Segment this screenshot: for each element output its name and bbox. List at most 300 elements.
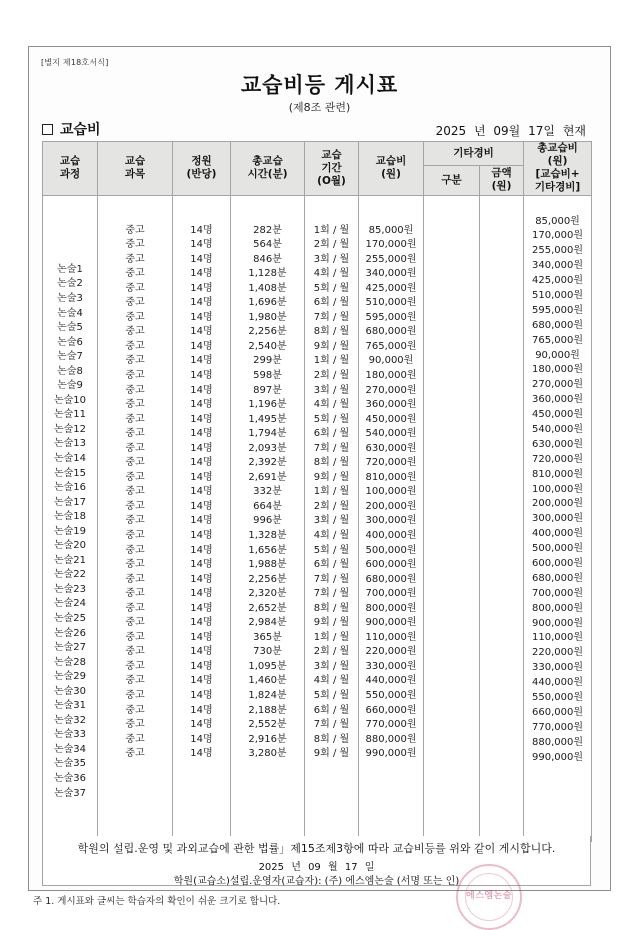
table-cell: 8회 / 월 bbox=[313, 457, 350, 469]
table-cell: 9회 / 월 bbox=[313, 471, 350, 483]
form-code-label: [별지 제18호서식] bbox=[41, 58, 109, 67]
table-cell bbox=[480, 718, 523, 733]
table-cell: 700,000원 bbox=[532, 587, 584, 599]
table-cell: 1회 / 월 bbox=[313, 486, 350, 498]
table-cell: 2,093분 bbox=[248, 442, 287, 454]
table-cell: 540,000원 bbox=[532, 423, 584, 435]
table-cell: 5회 / 월 bbox=[313, 282, 350, 294]
header-total-time: 총교습 시간(분) bbox=[231, 142, 305, 196]
table-cell: 14명 bbox=[190, 326, 213, 338]
table-cell: 14명 bbox=[190, 297, 213, 309]
table-cell bbox=[480, 442, 523, 457]
table-cell: 300,000원 bbox=[365, 515, 417, 527]
table-cell bbox=[424, 587, 479, 602]
table-cell: 425,000원 bbox=[365, 282, 417, 294]
table-cell: 중고 bbox=[125, 399, 145, 411]
table-cell: 중고 bbox=[125, 311, 145, 323]
table-cell: 1,988분 bbox=[248, 559, 287, 571]
table-cell: 2회 / 월 bbox=[313, 646, 350, 658]
table-cell: 1회 / 월 bbox=[313, 631, 350, 643]
table-cell: 664분 bbox=[253, 500, 282, 512]
table-cell: 중고 bbox=[125, 515, 145, 527]
table-cell: 170,000원 bbox=[365, 239, 417, 251]
table-cell: 14명 bbox=[190, 239, 213, 251]
table-cell: 4회 / 월 bbox=[313, 399, 350, 411]
table-cell: 14명 bbox=[190, 355, 213, 367]
table-cell: 3회 / 월 bbox=[313, 253, 350, 265]
table-cell: 2,984분 bbox=[248, 617, 287, 629]
table-cell: 85,000원 bbox=[535, 215, 580, 227]
table-cell: 7회 / 월 bbox=[313, 311, 350, 323]
table-cell: 중고 bbox=[125, 690, 145, 701]
table-cell: 논술15 bbox=[53, 467, 87, 479]
table-cell bbox=[424, 602, 479, 617]
table-cell: 180,000원 bbox=[532, 364, 584, 376]
column-other-amount-values bbox=[480, 196, 523, 762]
table-cell: 90,000원 bbox=[368, 355, 414, 367]
cell-total-time-column bbox=[231, 195, 305, 841]
section-label-text: 교습비 bbox=[60, 122, 101, 138]
signature-date bbox=[43, 858, 590, 873]
table-cell: 700,000원 bbox=[365, 588, 417, 600]
table-cell: 14명 bbox=[190, 311, 213, 323]
table-cell: 595,000원 bbox=[532, 304, 584, 316]
table-cell bbox=[480, 267, 523, 282]
table-cell: 8회 / 월 bbox=[313, 733, 350, 745]
table-cell bbox=[480, 733, 523, 748]
table-cell bbox=[424, 514, 479, 529]
table-cell bbox=[424, 733, 479, 748]
table-cell bbox=[424, 311, 479, 326]
column-course-values bbox=[43, 235, 97, 801]
table-cell: 8회 / 월 bbox=[313, 602, 350, 614]
table-cell: 900,000원 bbox=[365, 617, 417, 629]
table-cell: 14명 bbox=[190, 675, 213, 687]
table-cell bbox=[424, 747, 479, 762]
table-cell: 3,280분 bbox=[248, 748, 287, 760]
table-cell bbox=[424, 573, 479, 588]
table-cell: 1,408분 bbox=[248, 282, 287, 294]
table-cell: 680,000원 bbox=[532, 572, 584, 584]
footnote: 주 1. 게시표와 글씨는 학습자의 확인이 쉬운 크기로 합니다. bbox=[33, 896, 281, 907]
table-cell: 논술30 bbox=[53, 685, 87, 697]
table-cell: 600,000원 bbox=[532, 557, 584, 569]
table-cell: 770,000원 bbox=[365, 719, 417, 731]
table-cell: 2,552분 bbox=[248, 719, 287, 731]
table-cell: 6회 / 월 bbox=[313, 704, 350, 716]
table-cell: 중고 bbox=[125, 573, 145, 585]
table-cell: 630,000원 bbox=[365, 442, 417, 454]
table-cell: 중고 bbox=[125, 646, 145, 658]
table-cell: 중고 bbox=[125, 326, 145, 338]
table-cell bbox=[480, 616, 523, 631]
column-period-values bbox=[305, 196, 358, 762]
table-cell: 2회 / 월 bbox=[313, 500, 350, 512]
table-cell bbox=[424, 442, 479, 457]
table-cell: 중고 bbox=[125, 457, 145, 469]
table-cell bbox=[480, 340, 523, 355]
table-cell: 340,000원 bbox=[365, 268, 417, 280]
table-cell: 중고 bbox=[125, 559, 145, 571]
table-cell: 논술9 bbox=[57, 380, 83, 392]
table-cell: 논술29 bbox=[53, 671, 87, 683]
table-cell: 중고 bbox=[125, 413, 145, 425]
table-cell bbox=[424, 253, 479, 268]
date-suffix: 현재 bbox=[562, 124, 586, 138]
table-cell bbox=[424, 631, 479, 646]
table-cell: 450,000원 bbox=[365, 413, 417, 425]
header-fee: 교습비 (원) bbox=[359, 142, 424, 196]
table-cell: 330,000원 bbox=[532, 662, 584, 674]
table-cell: 중고 bbox=[125, 719, 145, 731]
sign-day: 17 bbox=[344, 862, 358, 873]
table-cell: 400,000원 bbox=[532, 528, 584, 540]
table-cell: 논술24 bbox=[53, 598, 87, 610]
table-cell bbox=[424, 558, 479, 573]
table-cell: 14명 bbox=[190, 559, 213, 571]
table-cell: 1,980분 bbox=[248, 311, 287, 323]
table-cell: 270,000원 bbox=[532, 379, 584, 391]
table-cell: 14명 bbox=[190, 719, 213, 731]
table-cell: 360,000원 bbox=[532, 394, 584, 406]
table-cell: 270,000원 bbox=[365, 384, 417, 396]
table-cell: 논술37 bbox=[53, 787, 87, 799]
table-cell: 14명 bbox=[190, 748, 213, 760]
date-year-unit: 년 bbox=[473, 124, 486, 138]
table-cell: 800,000원 bbox=[365, 602, 417, 614]
table-cell: 논술26 bbox=[53, 627, 87, 639]
table-cell: 900,000원 bbox=[532, 617, 584, 629]
table-cell: 330,000원 bbox=[365, 660, 417, 672]
table-cell: 중고 bbox=[125, 442, 145, 454]
table-cell: 중고 bbox=[125, 340, 145, 352]
table-cell: 중고 bbox=[125, 500, 145, 512]
table-cell bbox=[480, 689, 523, 704]
table-cell: 996분 bbox=[253, 515, 282, 527]
table-cell bbox=[480, 238, 523, 253]
table-cell: 중고 bbox=[125, 471, 145, 483]
header-period: 교습 기간 (O월) bbox=[305, 142, 359, 196]
table-cell: 2,916분 bbox=[248, 733, 287, 745]
cell-period-column bbox=[305, 195, 359, 841]
table-cell bbox=[480, 645, 523, 660]
table-cell bbox=[424, 456, 479, 471]
table-body-row bbox=[43, 195, 592, 841]
table-cell: 논술25 bbox=[53, 613, 87, 624]
table-cell: 7회 / 월 bbox=[313, 573, 350, 585]
table-cell: 660,000원 bbox=[532, 706, 584, 718]
header-other-expenses-group: 기타경비 bbox=[424, 142, 524, 166]
table-cell: 14명 bbox=[190, 704, 213, 716]
table-cell: 7회 / 월 bbox=[313, 442, 350, 454]
sign-year-unit: 년 bbox=[291, 862, 301, 873]
table-cell: 365분 bbox=[253, 631, 282, 643]
table-cell: 255,000원 bbox=[365, 253, 417, 265]
table-cell: 논술17 bbox=[53, 496, 87, 508]
table-cell: 110,000원 bbox=[365, 631, 417, 643]
table-cell bbox=[424, 354, 479, 369]
table-cell: 2,256분 bbox=[248, 573, 287, 585]
checkbox-empty-icon[interactable] bbox=[42, 124, 53, 135]
table-cell bbox=[480, 224, 523, 239]
table-cell: 1회 / 월 bbox=[313, 355, 350, 367]
table-cell: 990,000원 bbox=[532, 751, 584, 763]
table-cell bbox=[424, 282, 479, 297]
table-cell: 765,000원 bbox=[532, 334, 584, 346]
table-cell: 14명 bbox=[190, 457, 213, 469]
page-title: 교습비등 게시표 bbox=[240, 73, 399, 97]
table-cell: 897분 bbox=[253, 384, 282, 396]
cell-grand-total-column bbox=[524, 195, 592, 841]
table-cell: 440,000원 bbox=[365, 675, 417, 687]
table-cell: 5회 / 월 bbox=[313, 544, 350, 556]
table-cell: 255,000원 bbox=[532, 245, 584, 257]
section-label bbox=[42, 119, 101, 139]
table-cell bbox=[480, 573, 523, 588]
table-cell: 2회 / 월 bbox=[313, 369, 350, 381]
table-cell bbox=[424, 384, 479, 399]
cell-course-column bbox=[43, 195, 98, 841]
table-cell: 14명 bbox=[190, 413, 213, 425]
table-cell: 논술18 bbox=[53, 511, 87, 523]
table-cell: 880,000원 bbox=[365, 733, 417, 745]
table-cell: 14명 bbox=[190, 384, 213, 396]
table-cell: 1,095분 bbox=[248, 660, 287, 672]
table-cell: 중고 bbox=[125, 631, 145, 643]
table-cell: 200,000원 bbox=[532, 498, 584, 510]
table-cell: 14명 bbox=[190, 369, 213, 381]
table-cell: 중고 bbox=[125, 428, 145, 440]
table-cell: 660,000원 bbox=[365, 704, 417, 716]
table-cell bbox=[480, 704, 523, 719]
table-cell: 564분 bbox=[253, 239, 282, 251]
table-cell: 14명 bbox=[190, 268, 213, 280]
table-cell: 4회 / 월 bbox=[313, 268, 350, 280]
table-cell: 14명 bbox=[190, 617, 213, 629]
page-subtitle: (제8조 관련) bbox=[288, 101, 351, 114]
table-cell: 논술36 bbox=[53, 773, 87, 785]
table-cell: 논술19 bbox=[53, 525, 87, 537]
table-cell bbox=[480, 544, 523, 559]
column-grand-total-values bbox=[524, 196, 591, 766]
table-cell: 425,000원 bbox=[532, 275, 584, 287]
table-cell: 110,000원 bbox=[532, 632, 584, 644]
table-cell: 6회 / 월 bbox=[313, 559, 350, 571]
table-cell: 598분 bbox=[253, 369, 282, 381]
table-cell bbox=[424, 485, 479, 500]
table-cell bbox=[424, 660, 479, 675]
table-cell: 2,188분 bbox=[248, 704, 287, 716]
table-cell: 14명 bbox=[190, 733, 213, 745]
table-cell: 논술6 bbox=[57, 336, 83, 348]
table-cell: 810,000원 bbox=[532, 468, 584, 480]
table-cell: 282분 bbox=[253, 224, 282, 236]
table-cell bbox=[480, 398, 523, 413]
table-cell: 100,000원 bbox=[365, 486, 417, 498]
table-header-row-top bbox=[43, 142, 592, 166]
table-cell: 14명 bbox=[190, 399, 213, 411]
table-cell: 논술2 bbox=[57, 278, 83, 290]
table-cell bbox=[424, 544, 479, 559]
table-cell bbox=[424, 704, 479, 719]
table-cell: 3회 / 월 bbox=[313, 384, 350, 396]
table-cell: 14명 bbox=[190, 573, 213, 585]
table-cell: 중고 bbox=[125, 239, 145, 251]
table-cell bbox=[480, 660, 523, 675]
column-subject-values bbox=[98, 196, 172, 762]
table-cell: 1,328분 bbox=[248, 529, 287, 541]
table-cell: 9회 / 월 bbox=[313, 617, 350, 629]
table-cell: 846분 bbox=[253, 253, 282, 265]
table-cell: 14명 bbox=[190, 282, 213, 294]
table-cell bbox=[480, 296, 523, 311]
header-capacity: 정원 (반당) bbox=[173, 142, 231, 196]
sign-month: 09 bbox=[308, 862, 321, 873]
table-cell bbox=[424, 471, 479, 486]
table-cell: 논술4 bbox=[57, 307, 83, 319]
table-cell: 1,696분 bbox=[248, 297, 287, 309]
table-cell: 논술5 bbox=[57, 322, 83, 334]
table-cell: 14명 bbox=[190, 471, 213, 483]
table-cell: 중고 bbox=[125, 268, 145, 280]
table-cell: 중고 bbox=[125, 733, 145, 745]
table-cell: 논술11 bbox=[53, 409, 87, 421]
table-cell: 8회 / 월 bbox=[313, 326, 350, 338]
table-cell: 180,000원 bbox=[365, 369, 417, 381]
table-cell: 중고 bbox=[125, 355, 145, 367]
table-cell: 1,656분 bbox=[248, 544, 287, 556]
table-cell: 논술10 bbox=[53, 394, 87, 406]
date-day: 17일 bbox=[528, 124, 555, 138]
table-cell: 중고 bbox=[125, 224, 145, 236]
table-cell: 중고 bbox=[125, 544, 145, 556]
table-cell bbox=[424, 238, 479, 253]
table-cell: 680,000원 bbox=[532, 319, 584, 331]
table-cell bbox=[424, 296, 479, 311]
table-cell: 논술16 bbox=[53, 482, 87, 494]
table-cell bbox=[424, 398, 479, 413]
table-cell bbox=[424, 369, 479, 384]
sign-month-unit: 월 bbox=[327, 862, 338, 873]
table-cell: 100,000원 bbox=[532, 483, 584, 495]
table-cell: 1,794분 bbox=[248, 428, 287, 440]
table-cell: 720,000원 bbox=[365, 457, 417, 469]
table-cell: 논술14 bbox=[53, 452, 87, 464]
table-cell: 3회 / 월 bbox=[313, 660, 350, 672]
table-cell: 90,000원 bbox=[535, 349, 580, 361]
table-cell: 550,000원 bbox=[365, 690, 417, 701]
table-cell: 중고 bbox=[125, 748, 145, 760]
table-cell: 14명 bbox=[190, 529, 213, 541]
table-cell bbox=[480, 369, 523, 384]
table-cell bbox=[480, 631, 523, 646]
table-cell: 340,000원 bbox=[532, 260, 584, 272]
table-cell: 630,000원 bbox=[532, 438, 584, 450]
table-cell bbox=[480, 514, 523, 529]
table-cell: 중고 bbox=[125, 704, 145, 716]
table-cell: 770,000원 bbox=[532, 721, 584, 733]
table-cell bbox=[480, 384, 523, 399]
table-cell: 논술35 bbox=[53, 758, 87, 770]
table-cell bbox=[424, 340, 479, 355]
legal-statement: 학원의 설립.운영 및 과외교습에 관한 법률」제15조제3항에 따라 교습비등를 위와 같이 게시합니다. bbox=[77, 842, 556, 855]
table-cell: 중고 bbox=[125, 588, 145, 600]
table-cell: 200,000원 bbox=[365, 500, 417, 512]
table-cell: 360,000원 bbox=[365, 399, 417, 411]
table-cell: 1,495분 bbox=[248, 413, 287, 425]
table-cell: 논술1 bbox=[57, 263, 83, 275]
cell-other-type-column bbox=[424, 195, 480, 841]
table-cell bbox=[480, 427, 523, 442]
table-cell: 2,652분 bbox=[248, 602, 287, 614]
table-cell: 중고 bbox=[125, 486, 145, 498]
table-cell bbox=[424, 224, 479, 239]
table-cell: 2,392분 bbox=[248, 457, 287, 469]
table-cell: 2회 / 월 bbox=[313, 239, 350, 251]
table-cell bbox=[424, 500, 479, 515]
table-cell: 170,000원 bbox=[532, 230, 584, 242]
table-cell: 논술20 bbox=[53, 540, 87, 552]
table-cell: 논술13 bbox=[53, 438, 87, 450]
table-cell: 중고 bbox=[125, 529, 145, 541]
table-cell: 400,000원 bbox=[365, 529, 417, 541]
seal-text: 에스엠논술 bbox=[465, 873, 513, 921]
table-cell bbox=[424, 325, 479, 340]
sign-day-unit: 일 bbox=[364, 862, 375, 873]
table-cell: 7회 / 월 bbox=[313, 588, 350, 600]
cell-fee-column bbox=[359, 195, 424, 841]
table-cell: 4회 / 월 bbox=[313, 675, 350, 687]
table-cell bbox=[424, 616, 479, 631]
signer-statement: 학원(교습소)설립.운영자(교습자): (주) 에스엠논술 (서명 또는 인) bbox=[173, 876, 460, 887]
date-year: 2025 bbox=[435, 124, 467, 138]
table-cell bbox=[424, 413, 479, 428]
table-cell: 14명 bbox=[190, 224, 213, 236]
table-cell: 논술7 bbox=[57, 351, 83, 363]
table-cell: 중고 bbox=[125, 282, 145, 294]
table-cell bbox=[424, 529, 479, 544]
table-cell: 440,000원 bbox=[532, 677, 584, 689]
table-cell bbox=[480, 558, 523, 573]
table-cell: 14명 bbox=[190, 646, 213, 658]
fee-table bbox=[42, 141, 592, 842]
table-cell bbox=[480, 471, 523, 486]
table-cell: 논술28 bbox=[53, 656, 87, 668]
table-cell: 14명 bbox=[190, 544, 213, 556]
table-cell: 85,000원 bbox=[368, 224, 414, 236]
table-cell bbox=[424, 267, 479, 282]
table-cell: 880,000원 bbox=[532, 736, 584, 748]
table-cell: 14명 bbox=[190, 340, 213, 352]
table-cell bbox=[480, 602, 523, 617]
table-cell: 5회 / 월 bbox=[313, 413, 350, 425]
table-cell bbox=[480, 282, 523, 297]
table-cell: 450,000원 bbox=[532, 409, 584, 421]
table-cell bbox=[480, 354, 523, 369]
header-course: 교습 과정 bbox=[43, 142, 98, 196]
as-of-date bbox=[434, 122, 588, 139]
table-cell: 14명 bbox=[190, 253, 213, 265]
table-cell bbox=[480, 587, 523, 602]
table-cell: 중고 bbox=[125, 602, 145, 614]
cell-other-amount-column bbox=[480, 195, 524, 841]
table-cell: 800,000원 bbox=[532, 602, 584, 614]
table-cell bbox=[424, 645, 479, 660]
table-cell: 9회 / 월 bbox=[313, 748, 350, 760]
table-cell: 680,000원 bbox=[365, 326, 417, 338]
table-cell: 중고 bbox=[125, 369, 145, 381]
table-cell bbox=[424, 689, 479, 704]
